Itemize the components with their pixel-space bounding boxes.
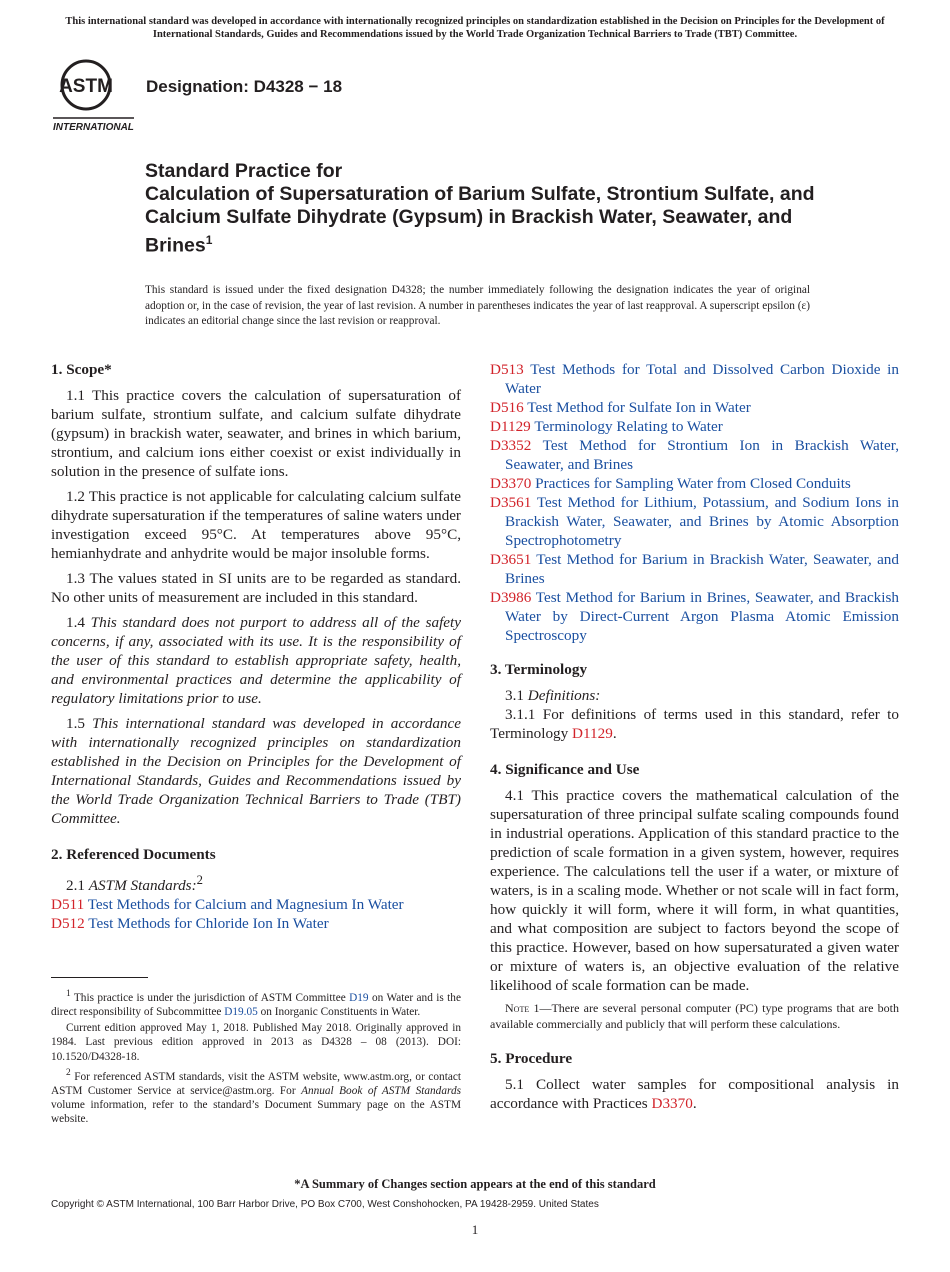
issued-note: This standard is issued under the fixed designation D4328; the number immediately following the designation indicates the year of original adoption or, in the case of revision, the year of last revision. A number in parentheses indicates the year of last reapproval. A superscript epsilon (ε) indicates an editorial change since the last revision or reapproval. [145, 284, 810, 327]
link-d19-05[interactable]: D19.05 [224, 1005, 258, 1018]
terminology-3-1-1: 3.1.1 For definitions of terms used in this standard, refer to Terminology D1129. [490, 706, 899, 742]
definitions-label: 3.1 Definitions: [505, 687, 601, 704]
astm-logo-icon [52, 58, 136, 134]
footnote-1: $^1$ This practice is under the jurisdiction of ASTM Committee D19 on Water and is the direct responsibility of Subcommittee D19.05 on Inorganic Constituents in Water. [51, 989, 461, 1018]
summary-of-changes-note: *A Summary of Changes section appears at the end of this standard [294, 1177, 656, 1191]
footnote-divider [51, 977, 148, 978]
ref-item[interactable]: D3370 Practices for Sampling Water from Closed Conduits [490, 475, 851, 492]
title-main: Calculation of Supersaturation of Barium Sulfate, Strontium Sulfate, and Calcium Sulfate Dihydrate (Gypsum) in Brackish Water, Seawater, and Brines$^1$ [145, 183, 815, 257]
trade-notice: This international standard was developed in accordance with internationally recognized principles on standardization established in the Decision on Principles for the Development of International Standards, Guides and Recommendations issued by the World Trade Organization Technical Barriers to Trade (TBT) Committee. [65, 16, 885, 40]
note-1: Note 1—There are several personal computer (PC) type programs that are both available commercially and publicly that will perform these calculations. [490, 1001, 899, 1031]
ref-item[interactable]: D516 Test Method for Sulfate Ion in Water [490, 399, 751, 416]
right-column [490, 360, 899, 1119]
title-lead: Standard Practice for [145, 160, 343, 182]
ref-list-continued [490, 360, 899, 645]
astm-standards-label: 2.1 ASTM Standards:$^2$ [66, 873, 203, 895]
footnote-2: $^2$ For referenced ASTM standards, visit the ASTM website, www.astm.org, or contact ASTM Customer Service at service@astm.org. For Annual Book of ASTM Standards volume information, refer to the standard’s Document Summary page on the ASTM website. [51, 1067, 461, 1126]
footnote-1-edition: Current edition approved May 1, 2018. Published May 2018. Originally approved in 1984. Last previous edition approved in 2013 as D4328 – 08 (2013). DOI: 10.1520/D4328-18. [51, 1022, 461, 1063]
ref-item[interactable]: D3561 Test Method for Lithium, Potassium, and Sodium Ions in Brackish Water, Seawater, and Brines by Atomic Absorption Spectrophotometry [490, 494, 899, 549]
ref-item[interactable]: D3651 Test Method for Barium in Brackish Water, Seawater, and Brines [490, 551, 899, 587]
document-title [145, 160, 865, 258]
significance-4-1: 4.1 This practice covers the mathematical calculation of the supersaturation of three principal sulfate scaling compounds found in industrial operations. Application of this standard practice to the prediction of scale formation in a given system, however, requires experience. The calculations tell the user if a water, or mixture of waters, is in a scaling mode. Whether or not scale will in fact form, how quickly it will form, where it will form, in what quantities, and what composition are subject to factors beyond the scope of this practice. However, based on how supersaturated a given water or mixture of waters is, an objective evaluation of the relative likelihood of scale formation can be made. [490, 787, 899, 994]
referenced-heading: 2. Referenced Documents [51, 846, 216, 863]
link-d19[interactable]: D19 [349, 991, 369, 1004]
significance-heading: 4. Significance and Use [490, 761, 640, 778]
logo-letters: ASTM [59, 76, 113, 97]
link-d1129[interactable]: D1129 [572, 725, 613, 742]
procedure-5-1: 5.1 Collect water samples for compositional analysis in accordance with Practices D3370. [490, 1076, 899, 1112]
ref-item[interactable]: D3352 Test Method for Strontium Ion in Brackish Water, Seawater, and Brines [490, 437, 899, 473]
ref-item[interactable]: D511 Test Methods for Calcium and Magnesium In Water [51, 896, 404, 914]
scope-heading: 1. Scope* [51, 361, 112, 378]
scope-1-5: 1.5 This international standard was developed in accordance with internationally recognized principles on standardization established in the Decision on Principles for the Development of International Standards, Guides and Recommendations issued by the World Trade Organization Technical Barriers to Trade (TBT) Committee. [51, 715, 462, 827]
page-number: 1 [471, 1222, 479, 1237]
link-d3370[interactable]: D3370 [651, 1095, 693, 1112]
scope-1-3: 1.3 The values stated in SI units are to be regarded as standard. No other units of measurement are included in this standard. [51, 570, 461, 606]
scope-1-1: 1.1 This practice covers the calculation of supersaturation of barium sulfate, strontium sulfate, and calcium sulfate dihydrate (gypsum) in brackish water, seawater, and brines in which barium, strontium, and calcium ions either coexist or exist individually in solution in the presence of sulfate ions. [51, 387, 461, 480]
scope-1-4: 1.4 This standard does not purport to address all of the safety concerns, if any, associated with its use. It is the responsibility of the user of this standard to establish appropriate safety, health, and environmental practices and determine the applicability of regulatory limitations prior to use. [51, 614, 462, 707]
title-footnote-mark: 1 [205, 233, 213, 247]
footnotes [51, 987, 461, 1128]
procedure-heading: 5. Procedure [490, 1050, 573, 1067]
ref-item[interactable]: D512 Test Methods for Chloride Ion In Water [51, 915, 329, 933]
terminology-heading: 3. Terminology [490, 661, 588, 678]
left-column [51, 360, 461, 933]
designation: Designation: D4328 − 18 [146, 77, 343, 96]
astm-logo [52, 58, 136, 134]
ref-item[interactable]: D513 Test Methods for Total and Dissolved Carbon Dioxide in Water [490, 361, 899, 397]
logo-label: INTERNATIONAL [53, 122, 134, 133]
copyright: Copyright © ASTM International, 100 Barr Harbor Drive, PO Box C700, West Conshohocken, PA 19428-2959. United States [51, 1199, 599, 1210]
ref-item[interactable]: D3986 Test Method for Barium in Brines, Seawater, and Brackish Water by Direct-Current Argon Plasma Atomic Emission Spectroscopy [490, 589, 899, 644]
ref-item[interactable]: D1129 Terminology Relating to Water [490, 418, 723, 435]
scope-1-2: 1.2 This practice is not applicable for calculating calcium sulfate dihydrate supersaturation if the temperatures of saline waters under investigation exceed 95°C. At temperatures above 95°C, hemianhydrate and anhydrite would be major insoluble forms. [51, 488, 461, 562]
